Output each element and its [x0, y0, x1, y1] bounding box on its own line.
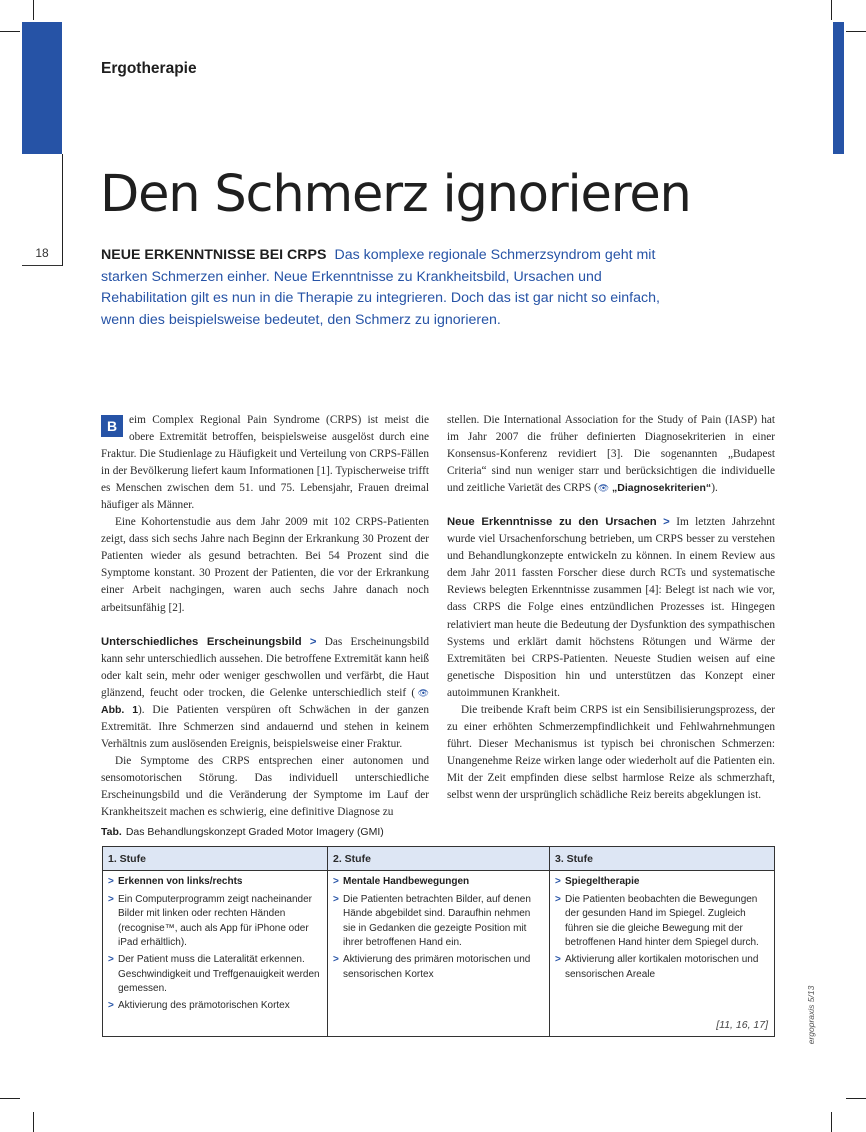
lead-kicker: NEUE ERKENNTNISSE BEI CRPS [101, 247, 327, 263]
gmi-table [102, 846, 775, 1037]
list-item: > Ein Computerprogramm zeigt nacheinander Bilder mit linken oder rechten Händen (recognise™, auch als App für iPhone oder iPad erhältlich). [108, 893, 322, 951]
list-item: > Der Patient muss die Lateralität erkennen. Geschwindigkeit und Treffgenauigkeit werden gemessen. [108, 953, 322, 997]
table-caption-text: Das Behandlungskonzept Graded Motor Imagery (GMI) [125, 826, 384, 838]
table-column-header: 3. Stufe [550, 847, 775, 871]
bullet-list [108, 875, 322, 1013]
table-cell [550, 871, 775, 1037]
journal-footer: ergopraxis 5/13 [806, 985, 816, 1045]
paragraph-text: ). [711, 482, 718, 495]
table-column-header: 2. Stufe [328, 847, 550, 871]
eye-icon: 👁 [597, 483, 610, 494]
margin-rule [62, 154, 63, 266]
crop-mark [831, 1112, 832, 1132]
section-color-bar-right [833, 22, 844, 154]
body-column-2 [447, 412, 775, 804]
list-item-heading: > Erkennen von links/rechts [108, 875, 322, 890]
paragraph [447, 412, 775, 497]
paragraph: Die Symptome des CRPS entsprechen einer autonomen und sensomotorischen Störung. Das individuell unterschiedliche Erscheinungsbild und die Veränderung der Symptome im Lauf der Krankheitszeit machen es schwierig, eine definitive Diagnose zu [101, 754, 429, 819]
figure-reference-link[interactable]: Abb. 1 [101, 703, 139, 716]
body-column-1 [101, 412, 429, 821]
dropcap: B [101, 415, 123, 437]
table-header-row [103, 847, 775, 871]
list-item: > Die Patienten beobachten die Bewegungen der gesunden Hand im Spiegel. Zugleich führen sie die gleiche Bewegung mit der betroffenen Hand hinter dem Spiegel durch. [555, 893, 769, 951]
bullet-list [333, 875, 544, 982]
paragraph: Die treibende Kraft beim CRPS ist ein Sensibilisierungsprozess, der zu einer erhöhten Schmerzempfindlichkeit und Fehlwahrnehmungen führt. Dieser Mechanismus ist typisch bei chronischen Schmerzen: Unangenehme Reize wirken lange oder wiederholt auf die Patienten ein. Mit der Zeit empfinden diese selbst harmlose Reize als schmerzhaft, selbst wenn der ursprünglich schädliche Reiz bereits abgeklungen ist. [447, 703, 775, 801]
table-sources: [11, 16, 17] [716, 1019, 768, 1031]
article-lead [101, 245, 661, 331]
bullet-list [555, 875, 769, 982]
list-item: > Aktivierung des prämotorischen Kortex [108, 999, 322, 1014]
paragraph-text: eim Complex Regional Pain Syndrome (CRPS) ist meist die obere Extremität betroffen, beispielsweise ausgelöst durch eine Fraktur. Die Studienlage zu Häufigkeit und Verteilung von CRPS-Fällen in der Bevölkerung liefert kaum Informationen [1]. Typischerweise trifft es Menschen zwischen dem 51. und 75. Lebensjahr, Frauen dreimal häufiger als Männer. [101, 414, 429, 512]
box-reference-link[interactable]: „Diagnosekriterien“ [611, 482, 712, 495]
paragraph-text: stellen. Die International Association for the Study of Pain (IASP) hat im Jahr 2007 die früher definierten Diagnosekriterien in einer Konsensus-Konferenz revidiert [3]. Die sogenannten „Budapest Criteria“ sind nun weniger starr und berücksichtigen die individuelle und zeitliche Varietät des CRPS ( [447, 414, 775, 495]
crop-mark [846, 31, 866, 32]
section-color-bar [22, 22, 62, 154]
list-item-heading: > Spiegeltherapie [555, 875, 769, 890]
arrow-icon: > [663, 516, 670, 529]
crop-mark [33, 0, 34, 20]
paragraph-text: Das Erscheinungsbild kann sehr unterschiedlich aussehen. Die betroffene Extremität kann heiß oder kalt sein, mehr oder weniger geschwollen und verfärbt, die Haut glänzend, feucht oder trocken, die Gelenke unterschiedlich steif ( [101, 635, 429, 699]
crop-mark [831, 0, 832, 20]
list-item-heading: > Mentale Handbewegungen [333, 875, 544, 890]
table-label: Tab. [101, 826, 122, 838]
page-number-rule [22, 265, 62, 266]
paragraph-text: Im letzten Jahrzehnt wurde viel Ursachenforschung betrieben, um CRPS besser zu verstehen und Behandlungkonzepte entwickeln zu können. In einem Review aus dem Jahr 2011 fassten Forscher diese durch RCTs und systematische Reviews belegten Erkenntnisse zusammen [4]: Belegt ist nach wie vor, dass CRPS die Folge eines entzündlichen Prozesses ist. Hingegen relativiert man heute die Bedeutung der Dysfunktion des sympathischen Systems und erklärt damit höchstens Rötungen und Wärme der Extremitäten bei CRPS-Patienten. Neueste Studien weisen auf eine genetische Disposition hin und unterstützen das Konzept einer autoimmunen Krankheit. [447, 516, 775, 699]
table-caption [101, 826, 384, 838]
crop-mark [846, 1098, 866, 1099]
article-title: Den Schmerz ignorieren [100, 165, 691, 224]
subheading: Unterschiedliches Erscheinungsbild [101, 635, 302, 648]
subheading: Neue Erkenntnisse zu den Ursachen [447, 516, 657, 529]
eye-icon: 👁 [415, 687, 429, 698]
table-cell [328, 871, 550, 1037]
list-item: > Die Patienten betrachten Bilder, auf denen Hände abgebildet sind. Daraufhin nehmen sie in Gedanken die gezeigte Position mit ihrer betroffenen Hand ein. [333, 893, 544, 951]
paragraph-text: ). Die Patienten verspüren oft Schwächen in der ganzen Extremität. Ihre Schmerzen sind andauernd und stehen in keinem Verhältnis zum auslösenden Ereignis, beispielsweise einer Fraktur. [101, 703, 429, 750]
list-item: > Aktivierung aller kortikalen motorischen und sensorischen Areale [555, 953, 769, 982]
paragraph [447, 514, 775, 702]
table-column-header: 1. Stufe [103, 847, 328, 871]
section-label: Ergotherapie [101, 60, 197, 77]
paragraph: Eine Kohortenstudie aus dem Jahr 2009 mit 102 CRPS-Patienten zeigt, dass sich sechs Jahre nach Beginn der Erkrankung 30 Prozent der Patienten wieder als gesund betrachten. Bei 54 Prozent sind die Symptome konstant. 30 Prozent der Patienten, die vor der Erkrankung einer Arbeit nachgingen, waren auch sechs Jahre danach noch arbeitsunfähig [2]. [101, 516, 429, 614]
page-number: 18 [35, 246, 49, 260]
table-cell [103, 871, 328, 1037]
crop-mark [0, 1098, 20, 1099]
crop-mark [33, 1112, 34, 1132]
paragraph [101, 634, 429, 753]
paragraph [101, 412, 429, 514]
crop-mark [0, 31, 20, 32]
list-item: > Aktivierung des primären motorischen und sensorischen Kortex [333, 953, 544, 982]
lead-text: Das komplexe regionale Schmerzsyndrom geht mit starken Schmerzen einher. Neue Erkenntnisse zu Krankheitsbild, Ursachen und Rehabilitation gilt es nun in die Therapie zu integrieren. Doch das ist gar nicht so einfach, wenn dies beispielsweise bedeutet, den Schmerz zu ignorieren. [101, 247, 660, 328]
arrow-icon: > [309, 635, 317, 648]
table-row [103, 871, 775, 1037]
